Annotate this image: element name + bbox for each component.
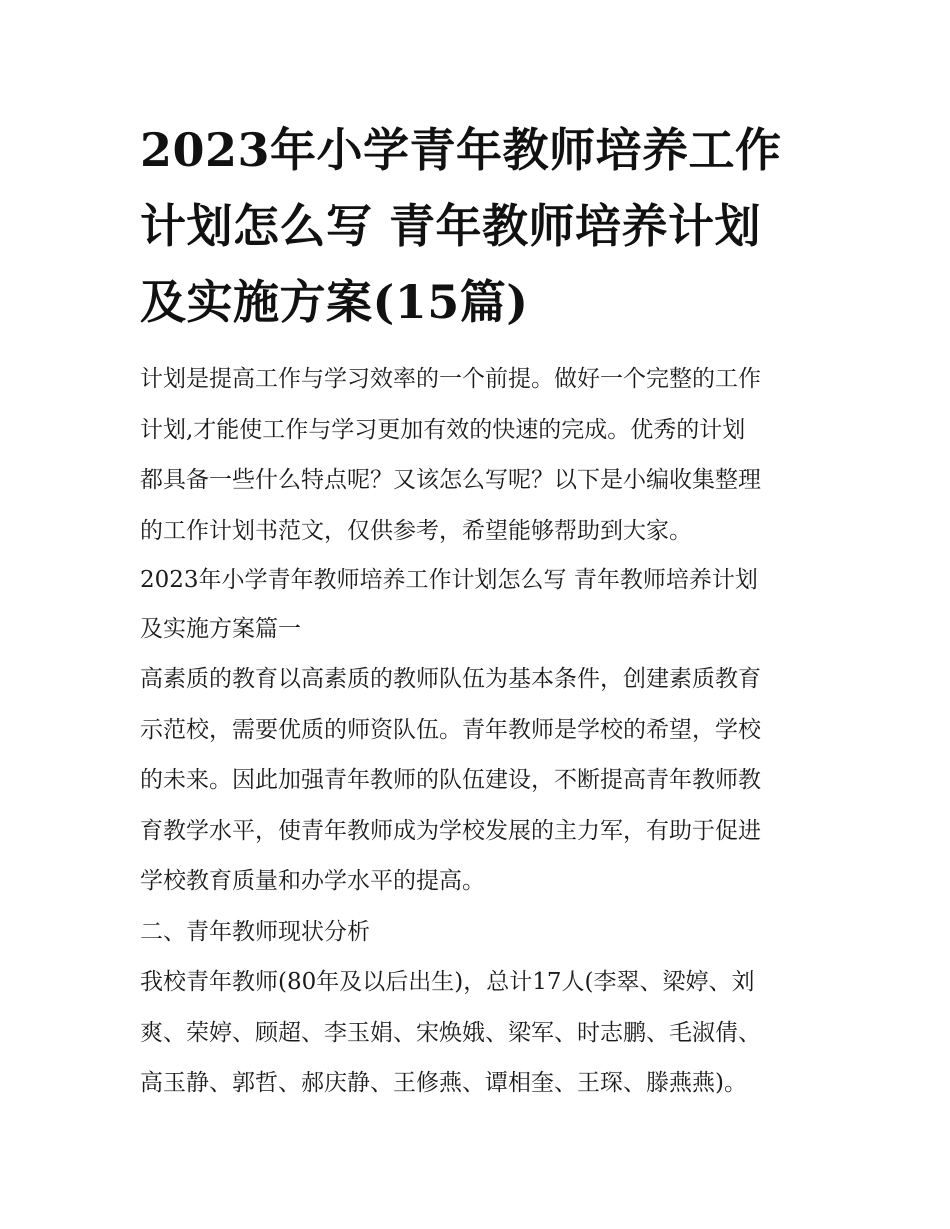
text-line: 爽、荣婷、顾超、李玉娟、宋焕娥、梁军、时志鹏、毛淑倩、 bbox=[140, 1019, 761, 1046]
body-paragraph-1 bbox=[140, 654, 815, 907]
section-heading bbox=[140, 556, 815, 654]
text-line: 我校青年教师(80年及以后出生)，总计17人(李翠、梁婷、刘 bbox=[140, 969, 755, 995]
text-line: 及实施方案篇一 bbox=[140, 616, 301, 642]
title-line: 2023年小学青年教师培养工作 bbox=[140, 123, 782, 177]
text-line: 都具备一些什么特点呢？又该怎么写呢？以下是小编收集整理 bbox=[140, 467, 761, 493]
document-page bbox=[140, 112, 815, 1109]
text-line: 学校教育质量和办学水平的提高。 bbox=[140, 868, 485, 894]
text-line: 的工作计划书范文，仅供参考，希望能够帮助到大家。 bbox=[140, 517, 692, 544]
text-line: 的未来。因此加强青年教师的队伍建设，不断提高青年教师教 bbox=[140, 767, 761, 793]
text-line: 高素质的教育以高素质的教师队伍为基本条件，创建素质教育 bbox=[140, 666, 761, 692]
subheading: 二、青年教师现状分析 bbox=[140, 918, 370, 945]
title-line: 及实施方案(15篇) bbox=[140, 275, 529, 329]
intro-paragraph bbox=[140, 354, 815, 556]
text-line: 育教学水平，使青年教师成为学校发展的主力军，有助于促进 bbox=[140, 817, 761, 844]
text-line: 计划是提高工作与学习效率的一个前提。做好一个完整的工作 bbox=[140, 366, 761, 392]
text-line: 2023年小学青年教师培养工作计划怎么写 青年教师培养计划 bbox=[140, 567, 758, 593]
body-paragraph-2 bbox=[140, 957, 815, 1109]
text-line: 计划,才能使工作与学习更加有效的快速的完成。优秀的计划 bbox=[140, 416, 746, 443]
document-title bbox=[140, 112, 815, 340]
text-line: 示范校，需要优质的师资队伍。青年教师是学校的希望，学校 bbox=[140, 716, 761, 743]
title-line: 计划怎么写 青年教师培养计划 bbox=[140, 199, 762, 253]
text-line: 高玉静、郭哲、郝庆静、王修燕、谭相奎、王琛、滕燕燕)。 bbox=[140, 1070, 747, 1096]
